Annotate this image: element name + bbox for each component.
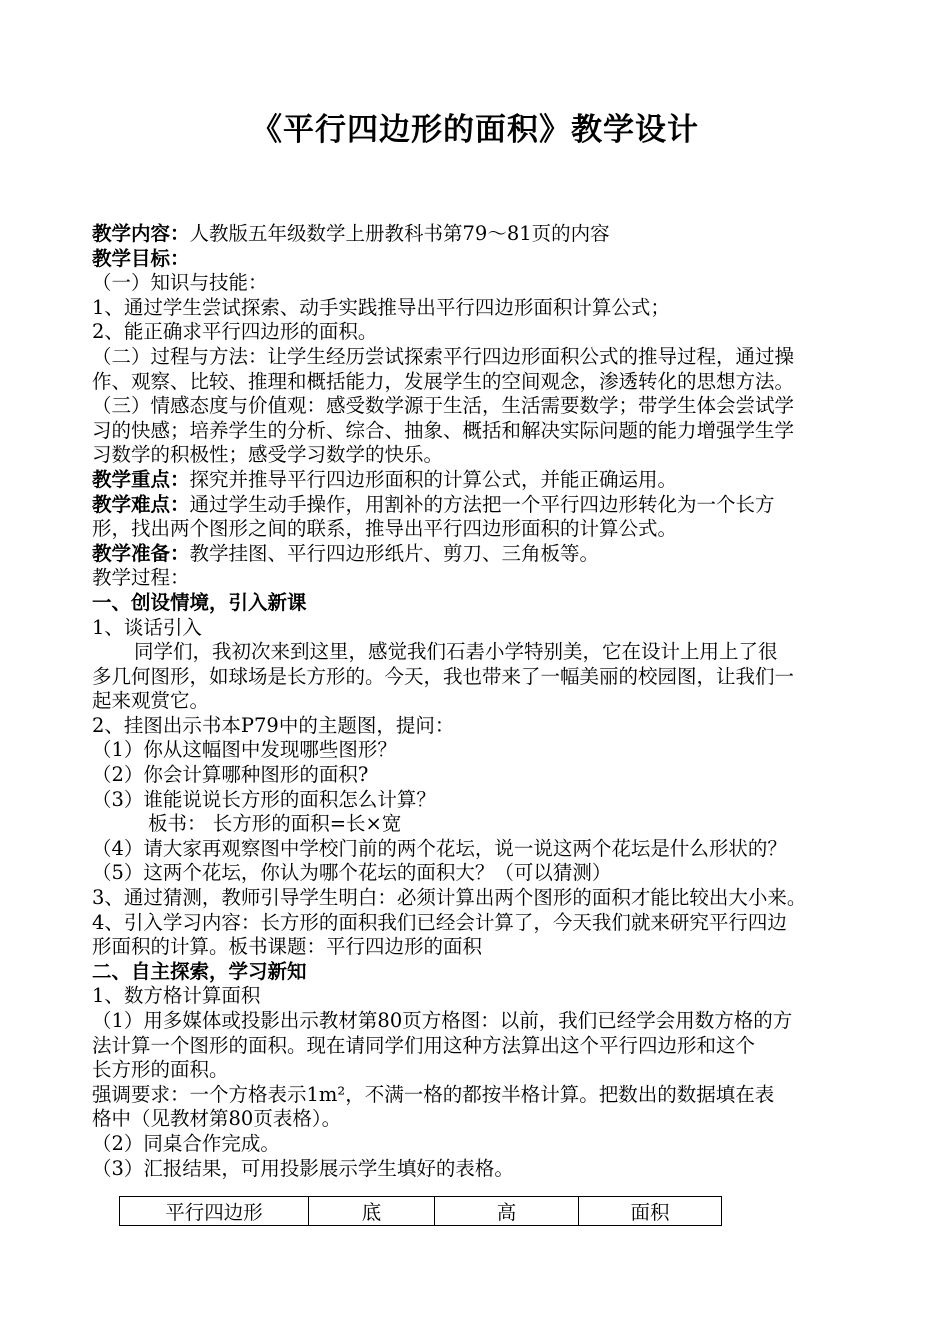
line: （1）用多媒体或投影出示教材第80页方格图：以前，我们已经学会用数方格的方 bbox=[92, 1009, 793, 1032]
teaching-content: 教学内容：人教版五年级数学上册教科书第79～81页的内容 bbox=[92, 222, 610, 245]
line: 习数学的积极性；感受学习数学的快乐。 bbox=[92, 443, 444, 467]
board-writing: 板书： 长方形的面积=长×宽 bbox=[148, 812, 402, 836]
teaching-preparation: 教学准备：教学挂图、平行四边形纸片、剪刀、三角板等。 bbox=[92, 541, 600, 565]
line: 作、观察、比较、推理和概括能力，发展学生的空间观念，渗透转化的思想方法。 bbox=[92, 369, 795, 393]
table-header-cell: 高 bbox=[435, 1197, 579, 1226]
line: 法计算一个图形的面积。现在请同学们用这种方法算出这个平行四边形和这个 bbox=[92, 1033, 756, 1057]
line: 2、挂图出示书本P79中的主题图，提问： bbox=[92, 713, 455, 737]
teaching-key-point: 教学重点：探究并推导平行四边形面积的计算公式，并能正确运用。 bbox=[92, 467, 678, 491]
line: （一）知识与技能： bbox=[92, 271, 268, 295]
line: （三）情感态度与价值观：感受数学源于生活，生活需要数学；带学生体会尝试学 bbox=[92, 394, 795, 418]
line: 强调要求：一个方格表示1m²，不满一格的都按半格计算。把数出的数据填在表 bbox=[92, 1082, 775, 1106]
teaching-process: 教学过程： bbox=[92, 566, 190, 590]
line: 1、通过学生尝试探索、动手实践推导出平行四边形面积计算公式； bbox=[92, 295, 670, 319]
section-heading-2: 二、自主探索，学习新知 bbox=[92, 959, 307, 983]
table-header-row bbox=[120, 1197, 722, 1226]
teaching-difficulty: 教学难点：通过学生动手操作，用割补的方法把一个平行四边形转化为一个长方 bbox=[92, 492, 775, 516]
line: 3、通过猜测，教师引导学生明白：必须计算出两个图形的面积才能比较出大小来。 bbox=[92, 886, 807, 910]
line: （3）谁能说说长方形的面积怎么计算？ bbox=[92, 787, 436, 811]
line: 习的快感；培养学生的分析、综合、抽象、概括和解决实际问题的能力增强学生学 bbox=[92, 418, 795, 442]
line: （1）你从这幅图中发现哪些图形？ bbox=[92, 738, 397, 762]
line: 长方形的面积。 bbox=[92, 1058, 229, 1082]
line: 多几何图形，如球场是长方形的。今天，我也带来了一幅美丽的校园图，让我们一 bbox=[92, 664, 795, 688]
table-header-cell: 底 bbox=[309, 1197, 435, 1226]
label: 教学内容： bbox=[92, 222, 190, 245]
line: （3）汇报结果，可用投影展示学生填好的表格。 bbox=[92, 1156, 514, 1180]
table-header-cell: 平行四边形 bbox=[120, 1197, 309, 1226]
data-table bbox=[119, 1196, 722, 1226]
line: （4）请大家再观察图中学校门前的两个花坛，说一说这两个花坛是什么形状的？ bbox=[92, 836, 787, 860]
document-title: 《平行四边形的面积》教学设计 bbox=[251, 112, 699, 148]
line: 同学们，我初次来到这里，感觉我们石砉小学特别美，它在设计上用上了很 bbox=[134, 640, 778, 664]
line: 格中（见教材第80页表格）。 bbox=[92, 1107, 342, 1131]
teaching-goals-heading: 教学目标： bbox=[92, 246, 190, 270]
table-header-cell: 面积 bbox=[579, 1197, 722, 1226]
section-heading-1: 一、创设情境，引入新课 bbox=[92, 590, 307, 614]
line: 2、能正确求平行四边形的面积。 bbox=[92, 320, 378, 344]
line: 4、引入学习内容：长方形的面积我们已经会计算了，今天我们就来研究平行四边 bbox=[92, 910, 787, 934]
line: （2）同桌合作完成。 bbox=[92, 1131, 280, 1155]
line: 形面积的计算。板书课题：平行四边形的面积 bbox=[92, 935, 483, 959]
line: （2）你会计算哪种图形的面积? bbox=[92, 763, 369, 787]
line: （5）这两个花坛，你认为哪个花坛的面积大？（可以猜测） bbox=[92, 861, 612, 885]
line: （二）过程与方法：让学生经历尝试探索平行四边形面积公式的推导过程，通过操 bbox=[92, 344, 795, 368]
document-body bbox=[92, 222, 872, 1181]
line: 1、数方格计算面积 bbox=[92, 984, 261, 1008]
line: 起来观赏它。 bbox=[92, 689, 210, 713]
line: 1、谈话引入 bbox=[92, 615, 202, 639]
line: 形，找出两个图形之间的联系，推导出平行四边形面积的计算公式。 bbox=[92, 517, 678, 541]
